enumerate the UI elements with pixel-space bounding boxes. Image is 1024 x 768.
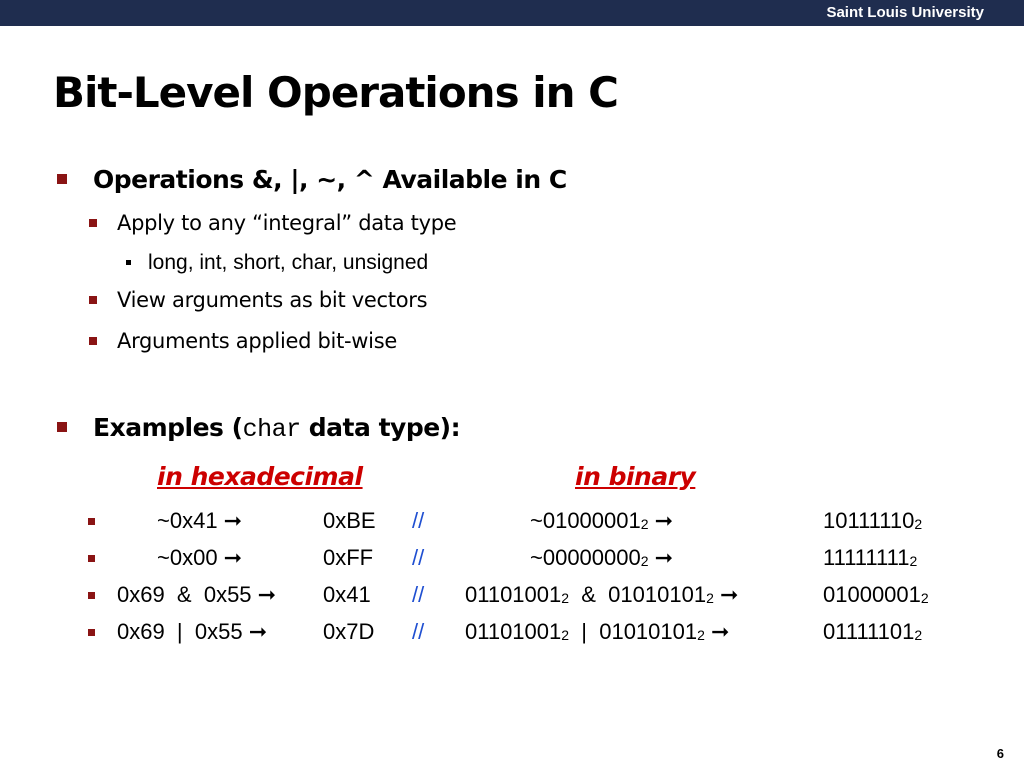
bullet-examples [93,413,460,444]
bullet-square-icon [88,555,95,562]
binary-result: $10111110_2$ [823,508,923,533]
example-row [0,508,1024,538]
bullet-square-icon [89,296,97,304]
bullet-integral [117,211,456,235]
bullet-square-icon [88,592,95,599]
hex-expression: 0x69 & 0x55 ➞ [117,582,277,607]
bullet-types [148,251,428,275]
example-row [0,619,1024,649]
binary-expression: $01101001_2$ & $01010101_2$ ➞ [465,582,739,607]
bullet-square-icon [88,518,95,525]
page-number: 6 [996,746,1004,761]
comment-marker: // [412,582,425,607]
bullet-text: Arguments applied bit-wise [117,329,397,353]
header-bar [0,0,1024,26]
binary-expression: $01101001_2$ | $01010101_2$ ➞ [465,619,730,644]
hex-result: 0xBE [323,508,376,533]
bullet-square-icon [89,219,97,227]
hex-expression: 0x69 | 0x55 ➞ [117,619,268,644]
comment-marker: // [412,545,425,570]
header-binary: in binary [575,462,696,491]
bullet-text: Operations &, |, ~, ^ Available in C [93,165,567,194]
bullet-text: View arguments as bit vectors [117,288,428,312]
bullet-square-icon [89,337,97,345]
bullet-square-icon [88,629,95,636]
binary-result: $11111111_2$ [823,545,918,570]
bullet-text-tail: data type): [300,413,461,442]
example-row [0,582,1024,612]
university-name: Saint Louis University [826,4,984,21]
bullet-text: Apply to any “integral” data type [117,211,457,235]
comment-marker: // [412,508,425,533]
binary-result: $01111101_2$ [823,619,923,644]
bullet-bitwise [117,329,397,353]
hex-result: 0x41 [323,582,371,607]
bullet-text: long, int, short, char, unsigned [148,251,429,274]
bullet-square-icon [57,174,67,184]
hex-result: 0xFF [323,545,374,570]
binary-expression: $\sim 01000001_2$ ➞ [530,508,674,533]
bullet-square-icon [57,422,67,432]
bullet-text: Examples ( [93,413,243,442]
bullet-vectors [117,288,427,312]
hex-expression: ~0x41 ➞ [157,508,243,533]
bullet-square-icon [126,260,131,265]
binary-result: $01000001_2$ [823,582,929,607]
header-hex: in hexadecimal [157,462,363,491]
slide-title: Bit-Level Operations in C [53,68,618,117]
hex-result: 0x7D [323,619,375,644]
comment-marker: // [412,619,425,644]
binary-expression: $\sim 00000000_2$ ➞ [530,545,674,570]
hex-expression: ~0x00 ➞ [157,545,243,570]
code-char: char [242,415,301,444]
example-row [0,545,1024,575]
bullet-operations [93,165,567,194]
